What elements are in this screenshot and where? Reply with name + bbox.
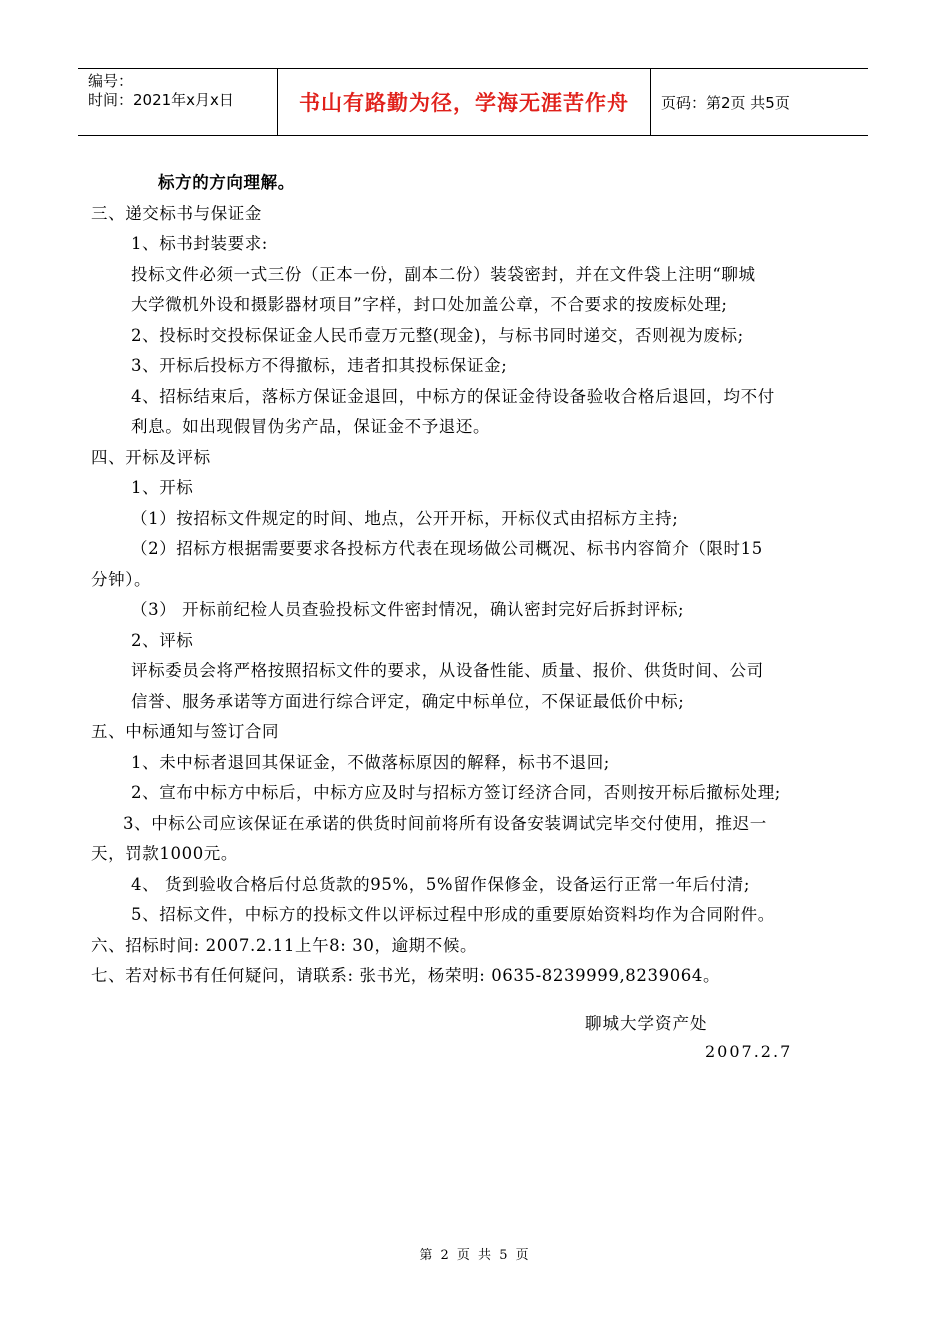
body-line: 4、 货到验收合格后付总货款的95%，5%留作保修金，设备运行正常一年后付清; — [131, 874, 751, 894]
section-heading-7: 七、若对标书有任何疑问，请联系: 张书光，杨荣明: 0635-8239999,8239064。 — [91, 966, 721, 985]
section-heading-4: 四、开标及评标 — [91, 447, 211, 467]
body-line: 分钟）。 — [91, 569, 152, 589]
header-page-label: 页码：第2页 共5页 — [661, 93, 790, 112]
body-line: （3） 开标前纪检人员查验投标文件密封情况，确认密封完好后拆封评标; — [131, 600, 685, 619]
continuation-line: 标方的方向理解。 — [158, 173, 295, 192]
body-line: 信誉、服务承诺等方面进行综合评定，确定中标单位，不保证最低价中标; — [131, 691, 685, 711]
body-line: 3、开标后投标方不得撤标，违者扣其投标保证金; — [131, 356, 508, 375]
page-header — [78, 68, 868, 136]
body-line: 5、招标文件，中标方的投标文件以评标过程中形成的重要原始资料均作为合同附件。 — [131, 905, 775, 924]
signature-org: 聊城大学资产处 — [585, 1014, 708, 1033]
body-line: 1、开标 — [131, 478, 194, 497]
body-line: 1、标书封装要求: — [131, 234, 268, 253]
time-label: 时间：2021年x月x日 — [88, 91, 234, 109]
section-heading-5: 五、中标通知与签订合同 — [91, 722, 280, 741]
body-line: 利息。如出现假冒伪劣产品，保证金不予退还。 — [131, 417, 491, 436]
body-line: 投标文件必须一式三份（正本一份，副本二份）装袋密封，并在文件袋上注明“聊城 — [131, 264, 756, 284]
body-line: （2）招标方根据需要要求各投标方代表在现场做公司概况、标书内容简介（限时15 — [131, 539, 763, 558]
body-line: 2、宣布中标方中标后，中标方应及时与招标方签订经济合同，否则按开标后撤标处理; — [131, 783, 781, 802]
body-line: （1）按招标文件规定的时间、地点，公开开标，开标仪式由招标方主持; — [131, 508, 679, 528]
body-line: 大学微机外设和摄影器材项目”字样，封口处加盖公章，不合要求的按废标处理; — [131, 295, 728, 314]
section-heading-6: 六、招标时间: 2007.2.11上午8: 30，逾期不候。 — [91, 935, 478, 955]
body-line: 2、评标 — [131, 630, 194, 650]
section-heading-3: 三、递交标书与保证金 — [91, 203, 262, 223]
document-body — [91, 168, 861, 992]
number-label: 编号： — [88, 72, 134, 90]
body-line: 2、投标时交投标保证金人民币壹万元整(现金)，与标书同时递交，否则视为废标; — [131, 325, 744, 345]
header-meta — [78, 69, 278, 135]
body-line: 1、未中标者退回其保证金，不做落标原因的解释，标书不退回; — [131, 752, 610, 772]
header-motto: 书山有路勤为径，学海无涯苦作舟 — [278, 69, 651, 135]
body-line: 评标委员会将严格按照招标文件的要求，从设备性能、质量、报价、供货时间、公司 — [131, 661, 764, 680]
signature-date: 2007.2.7 — [705, 1042, 793, 1061]
body-line: 天，罚款1000元。 — [91, 844, 238, 863]
body-line: 3、中标公司应该保证在承诺的供货时间前将所有设备安装调试完毕交付使用，推迟一 — [123, 813, 767, 833]
body-line: 4、招标结束后，落标方保证金退回，中标方的保证金待设备验收合格后退回，均不付 — [131, 386, 775, 406]
page-footer: 第 2 页 共 5 页 — [419, 1248, 531, 1263]
